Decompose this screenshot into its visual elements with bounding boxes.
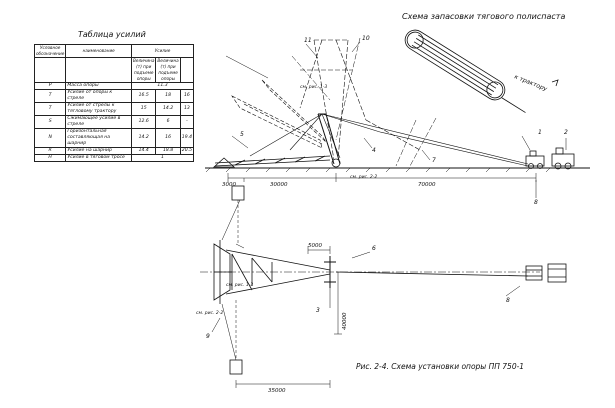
cell-name: Сжимающее усилие в стреле bbox=[66, 116, 132, 129]
dim-70000: 70000 bbox=[418, 182, 436, 188]
dim-30000: 30000 bbox=[270, 182, 288, 188]
subheader-2: Величина (т) при подъеме опоры bbox=[157, 58, 179, 81]
num-8b: 8 bbox=[506, 297, 510, 304]
subheader-1: Величина (т) при подъеме опоры bbox=[133, 58, 155, 81]
cell-sym: R bbox=[35, 148, 66, 155]
cell-sym: S bbox=[35, 116, 66, 129]
cell-value: 18.8 bbox=[156, 148, 180, 155]
cell-name: Усилие от стрелы к тягловому трактору bbox=[66, 103, 132, 116]
num-11: 11 bbox=[304, 37, 312, 44]
num-8a: 8 bbox=[534, 199, 538, 206]
tractor-1-icon bbox=[526, 151, 544, 169]
num-4: 4 bbox=[372, 147, 376, 154]
cell-name: Усилие от опоры к стреле bbox=[66, 90, 132, 103]
detail-ref-c: см. рис. 1-3 bbox=[226, 283, 254, 288]
gin-pole-plan bbox=[324, 256, 336, 288]
num-2: 2 bbox=[564, 129, 568, 136]
tractor-label: к трактору bbox=[513, 73, 549, 93]
cell-value: 13 bbox=[180, 103, 193, 116]
figure-caption: Рис. 2-4. Схема установки опоры ПП 750-1 bbox=[356, 362, 525, 371]
cell-value: 19.4 bbox=[180, 129, 193, 148]
cell-sym: N bbox=[35, 129, 66, 148]
cell-value: 6 bbox=[156, 116, 180, 129]
leader-lines bbox=[212, 42, 566, 332]
cell-value: – bbox=[180, 116, 193, 129]
cell-name: Горизонтальная составляющая на шарнир bbox=[66, 129, 132, 148]
tractor-2-icon bbox=[552, 148, 574, 169]
detail-ref-d: см. рис. 2-2 bbox=[196, 311, 224, 316]
scheme-title: Схема запасовки тягового полиспаста bbox=[402, 12, 566, 21]
num-10: 10 bbox=[362, 35, 370, 42]
cell-value: 14.2 bbox=[156, 103, 180, 116]
guide-lines bbox=[292, 38, 436, 166]
tower-lying bbox=[215, 156, 330, 166]
tractor-plan-1-icon bbox=[526, 266, 542, 280]
traction-cable-plan bbox=[336, 272, 528, 276]
cell-value: 16 bbox=[156, 129, 180, 148]
num-1: 1 bbox=[538, 129, 542, 136]
ground-hatching bbox=[206, 168, 550, 172]
header-symbol: Условное обозначение bbox=[36, 45, 65, 56]
num-6: 6 bbox=[372, 245, 376, 252]
cell-value: 11.3 bbox=[132, 83, 194, 90]
tractor-arrow-icon bbox=[552, 80, 558, 86]
num-3: 3 bbox=[316, 307, 320, 314]
guy-bottom bbox=[222, 304, 236, 360]
anchor-bottom-icon bbox=[230, 300, 242, 374]
cell-value: 15 bbox=[132, 103, 156, 116]
cell-value: 16 bbox=[180, 90, 193, 103]
num-9: 9 bbox=[206, 333, 210, 340]
cell-value: 12.6 bbox=[132, 116, 156, 129]
tractor-plan-2-icon bbox=[548, 264, 566, 282]
pulley-block-scheme bbox=[401, 26, 532, 118]
cell-value: 1 bbox=[132, 155, 194, 162]
dim-5000: 5000 bbox=[308, 243, 322, 249]
dimension-lines-elevation bbox=[228, 173, 536, 182]
crossarm-plan bbox=[214, 240, 232, 304]
table-title: Таблица усилий bbox=[78, 30, 146, 39]
tower-intermediate-positions bbox=[232, 80, 326, 148]
cell-sym: Р bbox=[35, 83, 66, 90]
anchor-top-icon bbox=[232, 186, 244, 244]
cell-value: 18 bbox=[156, 90, 180, 103]
cell-sym: Т bbox=[35, 90, 66, 103]
dim-40000: 40000 bbox=[342, 312, 348, 330]
cell-sym: Т bbox=[35, 103, 66, 116]
dim-35000: 35000 bbox=[268, 388, 286, 394]
cell-name: Усилие в тяговом тросе bbox=[66, 155, 132, 162]
cell-value: 16.5 bbox=[132, 90, 156, 103]
dim-3000: 3000 bbox=[222, 182, 236, 188]
cell-sym: Н bbox=[35, 155, 66, 162]
cell-value: 14.4 bbox=[132, 148, 156, 155]
guy-top bbox=[222, 200, 240, 240]
detail-ref-a: см. рис. 1-3 bbox=[300, 85, 328, 90]
detail-ref-b: см. рис. 2-2 bbox=[350, 175, 378, 180]
cell-name: Масса опоры bbox=[66, 83, 132, 90]
header-force: Усилие bbox=[132, 45, 194, 58]
header-name: наименование bbox=[66, 45, 132, 58]
cell-value: 20.5 bbox=[181, 148, 192, 153]
num-5: 5 bbox=[240, 131, 244, 138]
num-7: 7 bbox=[432, 157, 436, 164]
cell-value: 14.2 bbox=[132, 129, 156, 148]
cell-name: Усилие на шарнир bbox=[66, 148, 132, 155]
